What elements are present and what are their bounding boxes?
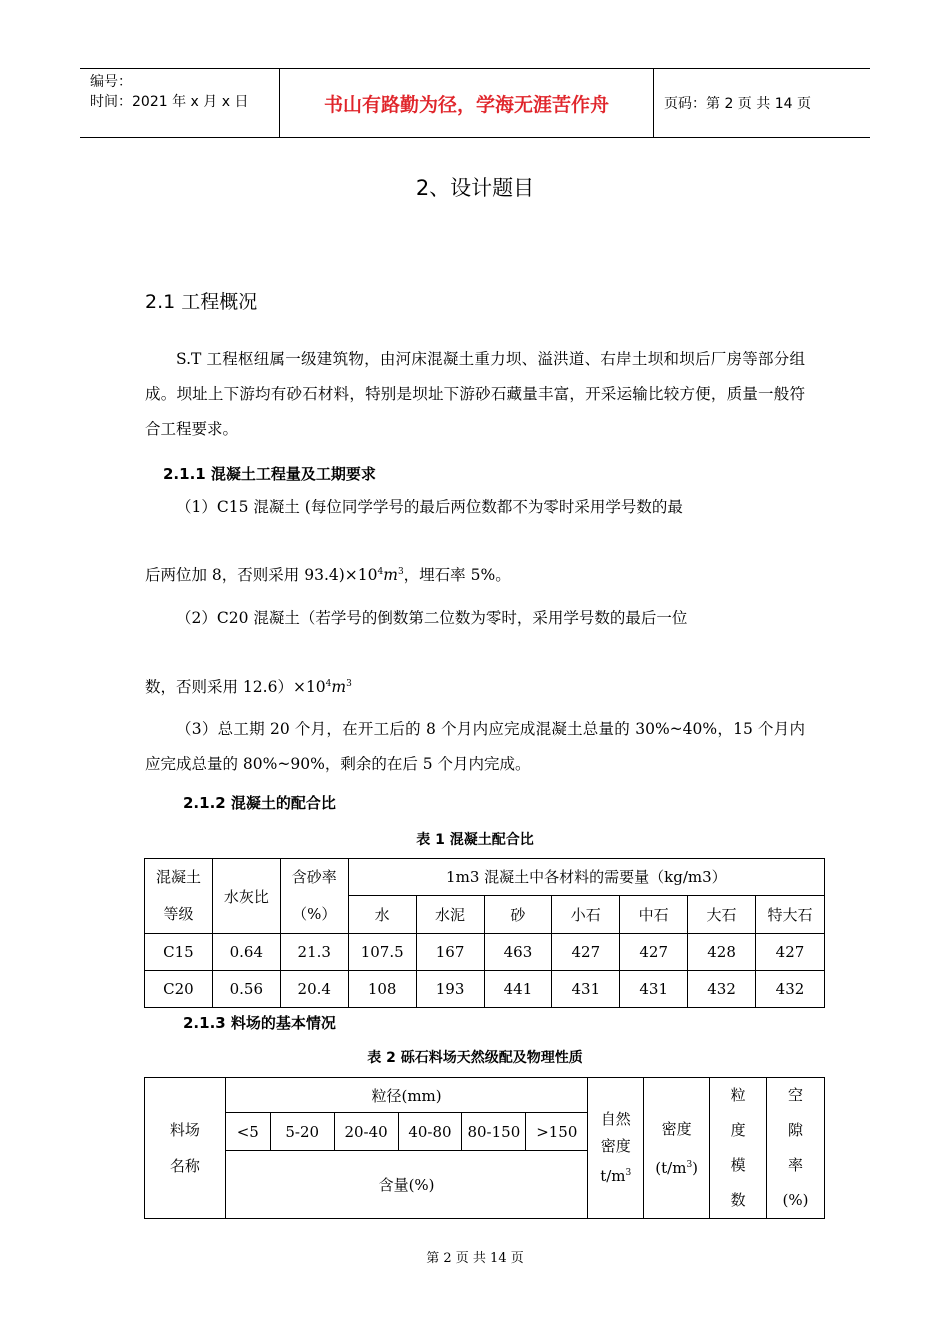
th-material: 水 bbox=[348, 895, 416, 933]
table-cell: 193 bbox=[416, 971, 484, 1008]
th-material: 小石 bbox=[552, 895, 620, 933]
th-void-char: 隙 bbox=[788, 1121, 804, 1139]
unit-exp: 4 bbox=[377, 567, 384, 577]
th-grade-line2: 等级 bbox=[163, 905, 194, 923]
table-cell: 0.56 bbox=[212, 971, 280, 1008]
th-materials: 1m3 混凝土中各材料的需要量（kg/m3） bbox=[348, 859, 824, 896]
table1-caption: 表 1 混凝土配合比 bbox=[416, 832, 534, 848]
table-cell: 20.4 bbox=[280, 971, 348, 1008]
item1-tail: ，埋石率 5%。 bbox=[403, 566, 511, 585]
th-void-char: 率 bbox=[788, 1156, 804, 1174]
table-cell: 463 bbox=[484, 934, 552, 971]
th-fineness-modulus bbox=[710, 1078, 767, 1219]
table-cell: 427 bbox=[552, 934, 620, 971]
page-header bbox=[80, 68, 870, 138]
table-cell: 441 bbox=[484, 971, 552, 1008]
table-cell: 431 bbox=[620, 971, 688, 1008]
table-row bbox=[145, 934, 825, 971]
th-grade bbox=[145, 859, 213, 934]
page-title: 2、设计题目 bbox=[415, 176, 535, 200]
section-heading-2-1-2: 2.1.2 混凝土的配合比 bbox=[183, 794, 336, 812]
number-label: 编号： bbox=[90, 74, 132, 90]
intro-paragraph: S.T 工程枢纽属一级建筑物，由河床混凝土重力坝、溢洪道、右岸土坝和坝后厂房等部分组成。坝址上下游均有砂石材料，特别是坝址下游砂石藏量丰富，开采运输比较方便，质量一般符合工程要求。 bbox=[145, 350, 805, 438]
item2-line1: （2）C20 混凝土（若学号的倒数第二位数为零时，采用学号数的最后一位 bbox=[176, 609, 688, 627]
th-density-close: ) bbox=[692, 1158, 699, 1177]
th-modulus-char: 数 bbox=[730, 1191, 746, 1209]
table2-caption: 表 2 砾石料场天然级配及物理性质 bbox=[367, 1050, 583, 1066]
th-natural-line2: 密度 bbox=[600, 1137, 631, 1155]
th-modulus-char: 粒 bbox=[730, 1086, 746, 1104]
table-cell: C20 bbox=[145, 971, 213, 1008]
th-size-range: 40-80 bbox=[398, 1113, 462, 1151]
th-size-range: 80-150 bbox=[462, 1113, 526, 1151]
mix-ratio-table bbox=[144, 858, 825, 1008]
unit-m-exp-2: 3 bbox=[346, 679, 352, 689]
th-void-ratio bbox=[767, 1078, 825, 1219]
th-natural-exp: 3 bbox=[625, 1168, 632, 1178]
th-size-range: 20-40 bbox=[334, 1113, 398, 1151]
th-density-line2 bbox=[644, 1147, 709, 1186]
table-cell: 107.5 bbox=[348, 934, 416, 971]
th-modulus-char: 度 bbox=[730, 1121, 746, 1139]
th-size-range: 5-20 bbox=[270, 1113, 334, 1151]
unit-times: ×10 bbox=[344, 566, 378, 585]
table-cell: 427 bbox=[756, 934, 825, 971]
unit-m-exp: 3 bbox=[397, 567, 404, 577]
th-wc-ratio: 水灰比 bbox=[212, 859, 280, 934]
th-grade-line1: 混凝土 bbox=[155, 868, 201, 886]
item3-paragraph: （3）总工期 20 个月，在开工后的 8 个月内应完成混凝土总量的 30%~40%，15 个月内应完成总量的 80%~90%，剩余的在后 5 个月内完成。 bbox=[145, 720, 805, 773]
th-sand-ratio bbox=[280, 859, 348, 934]
table-cell: 0.64 bbox=[212, 934, 280, 971]
table-cell: C15 bbox=[145, 934, 213, 971]
th-density bbox=[644, 1078, 710, 1219]
th-material: 特大石 bbox=[756, 895, 825, 933]
th-content: 含量(%) bbox=[225, 1151, 587, 1219]
table-cell: 432 bbox=[688, 971, 756, 1008]
th-material: 中石 bbox=[620, 895, 688, 933]
gravel-site-table bbox=[144, 1077, 825, 1219]
th-density-exp: 3 bbox=[686, 1159, 693, 1170]
header-motto: 书山有路勤为径，学海无涯苦作舟 bbox=[280, 69, 654, 137]
table-cell: 428 bbox=[688, 934, 756, 971]
th-natural-line3 bbox=[588, 1160, 643, 1190]
header-meta bbox=[80, 69, 280, 137]
th-site-line2: 名称 bbox=[169, 1157, 200, 1175]
unit-m: m bbox=[383, 566, 398, 585]
page-footer: 第 2 页 共 14 页 bbox=[426, 1251, 524, 1266]
th-natural-unit: t/m bbox=[600, 1167, 626, 1185]
unit-m-2: m bbox=[331, 678, 347, 697]
th-material: 大石 bbox=[688, 895, 756, 933]
table-cell: 167 bbox=[416, 934, 484, 971]
table-cell: 108 bbox=[348, 971, 416, 1008]
item1-line2 bbox=[145, 555, 805, 593]
th-density-line1: 密度 bbox=[661, 1119, 692, 1138]
table-row bbox=[145, 971, 825, 1008]
th-natural-line1: 自然 bbox=[600, 1110, 631, 1128]
item2-text: 数，否则采用 12.6） bbox=[145, 678, 293, 697]
th-modulus-char: 模 bbox=[730, 1156, 746, 1174]
th-particle-size: 粒径(mm) bbox=[225, 1078, 587, 1113]
th-size-range: <5 bbox=[225, 1113, 270, 1151]
th-natural-density bbox=[588, 1078, 644, 1219]
th-material: 水泥 bbox=[416, 895, 484, 933]
th-density-unit: (t/m bbox=[655, 1158, 687, 1177]
table-cell: 431 bbox=[552, 971, 620, 1008]
item1-text: 后两位加 8，否则采用 93.4) bbox=[145, 566, 345, 585]
item1-line1: （1）C15 混凝土 (每位同学学号的最后两位数都不为零时采用学号数的最 bbox=[176, 498, 683, 516]
unit-exp-2: 4 bbox=[325, 679, 332, 689]
time-label: 时间：2021 年 x 月 x 日 bbox=[90, 94, 249, 110]
th-material: 砂 bbox=[484, 895, 552, 933]
section-heading-2-1: 2.1 工程概况 bbox=[145, 291, 258, 313]
th-sand-line2: （%） bbox=[292, 905, 337, 923]
th-void-char: (%) bbox=[782, 1191, 809, 1209]
table-cell: 427 bbox=[620, 934, 688, 971]
section-heading-2-1-3: 2.1.3 料场的基本情况 bbox=[183, 1014, 336, 1032]
th-site-name bbox=[145, 1078, 226, 1219]
th-sand-line1: 含砂率 bbox=[291, 868, 337, 886]
section-heading-2-1-1: 2.1.1 混凝土工程量及工期要求 bbox=[163, 465, 376, 483]
header-page-info: 页码：第 2 页 共 14 页 bbox=[664, 96, 811, 112]
th-void-char: 空 bbox=[788, 1086, 804, 1104]
item2-line2 bbox=[145, 667, 805, 705]
table-cell: 432 bbox=[756, 971, 825, 1008]
th-site-line1: 料场 bbox=[169, 1121, 200, 1139]
unit-times-2: ×10 bbox=[292, 678, 326, 697]
table-cell: 21.3 bbox=[280, 934, 348, 971]
th-size-range: >150 bbox=[526, 1113, 588, 1151]
